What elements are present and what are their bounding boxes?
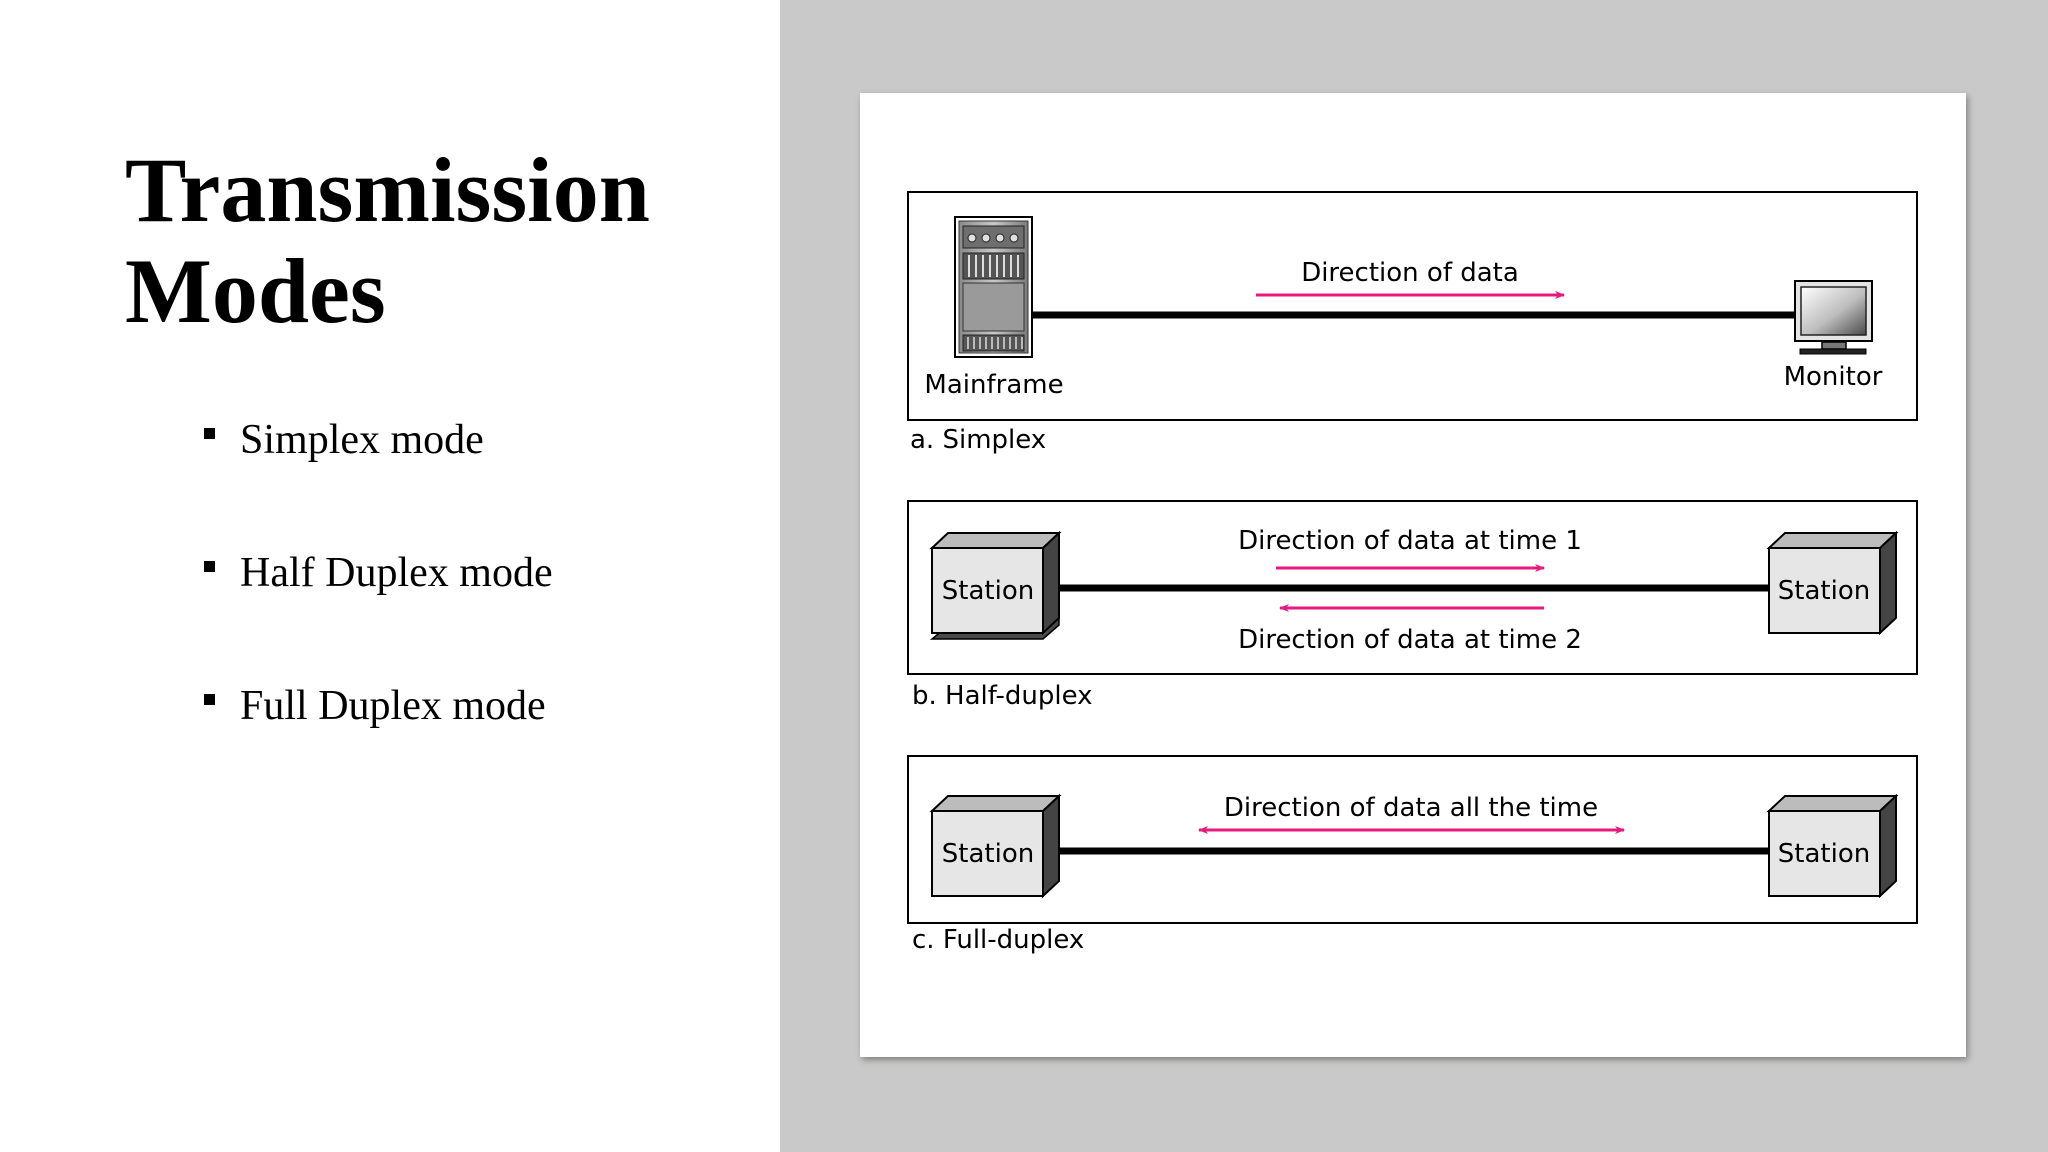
half-duplex-label-time-2: Direction of data at time 2 xyxy=(1238,625,1582,655)
figure-diagram xyxy=(860,93,1966,1057)
mainframe-label: Mainframe xyxy=(924,370,1064,400)
right-station-top xyxy=(1769,533,1896,548)
bullet-marker xyxy=(204,694,215,705)
half-duplex-diagram xyxy=(908,501,1917,674)
mainframe-icon xyxy=(955,217,1032,357)
bullet-text: Half Duplex mode xyxy=(240,550,553,596)
right-station-label: Station xyxy=(1777,839,1871,869)
left-station-side xyxy=(1043,796,1059,896)
slide-title xyxy=(125,140,745,342)
bullet-text: Simplex mode xyxy=(240,417,484,463)
bullet-marker xyxy=(204,428,215,439)
left-station-top xyxy=(932,533,1059,548)
left-station-top xyxy=(932,796,1059,811)
transmission-modes-figure xyxy=(860,93,1966,1057)
slide-title-line-1: Transmission xyxy=(125,139,650,241)
half-duplex-label-time-1: Direction of data at time 1 xyxy=(1238,526,1582,556)
right-station-side xyxy=(1880,533,1896,633)
simplex-diagram xyxy=(908,192,1917,420)
full-duplex-caption: c. Full-duplex xyxy=(912,925,1085,955)
right-station-top xyxy=(1769,796,1896,811)
simplex-direction-label: Direction of data xyxy=(1301,258,1519,288)
slide-text-panel xyxy=(0,0,780,1152)
left-station-label: Station xyxy=(941,576,1035,606)
monitor-label: Monitor xyxy=(1783,362,1883,392)
left-station-label: Station xyxy=(941,839,1035,869)
bullet-text: Full Duplex mode xyxy=(240,683,546,729)
left-station-side xyxy=(1043,533,1059,633)
full-duplex-diagram xyxy=(908,756,1917,923)
full-duplex-direction-label: Direction of data all the time xyxy=(1223,793,1599,823)
half-duplex-caption: b. Half-duplex xyxy=(912,681,1093,711)
bullet-marker xyxy=(204,561,215,572)
simplex-caption: a. Simplex xyxy=(910,425,1047,455)
monitor-icon xyxy=(1795,281,1872,354)
right-station-side xyxy=(1880,796,1896,896)
slide-title-line-2: Modes xyxy=(125,240,386,342)
right-station-label: Station xyxy=(1777,576,1871,606)
